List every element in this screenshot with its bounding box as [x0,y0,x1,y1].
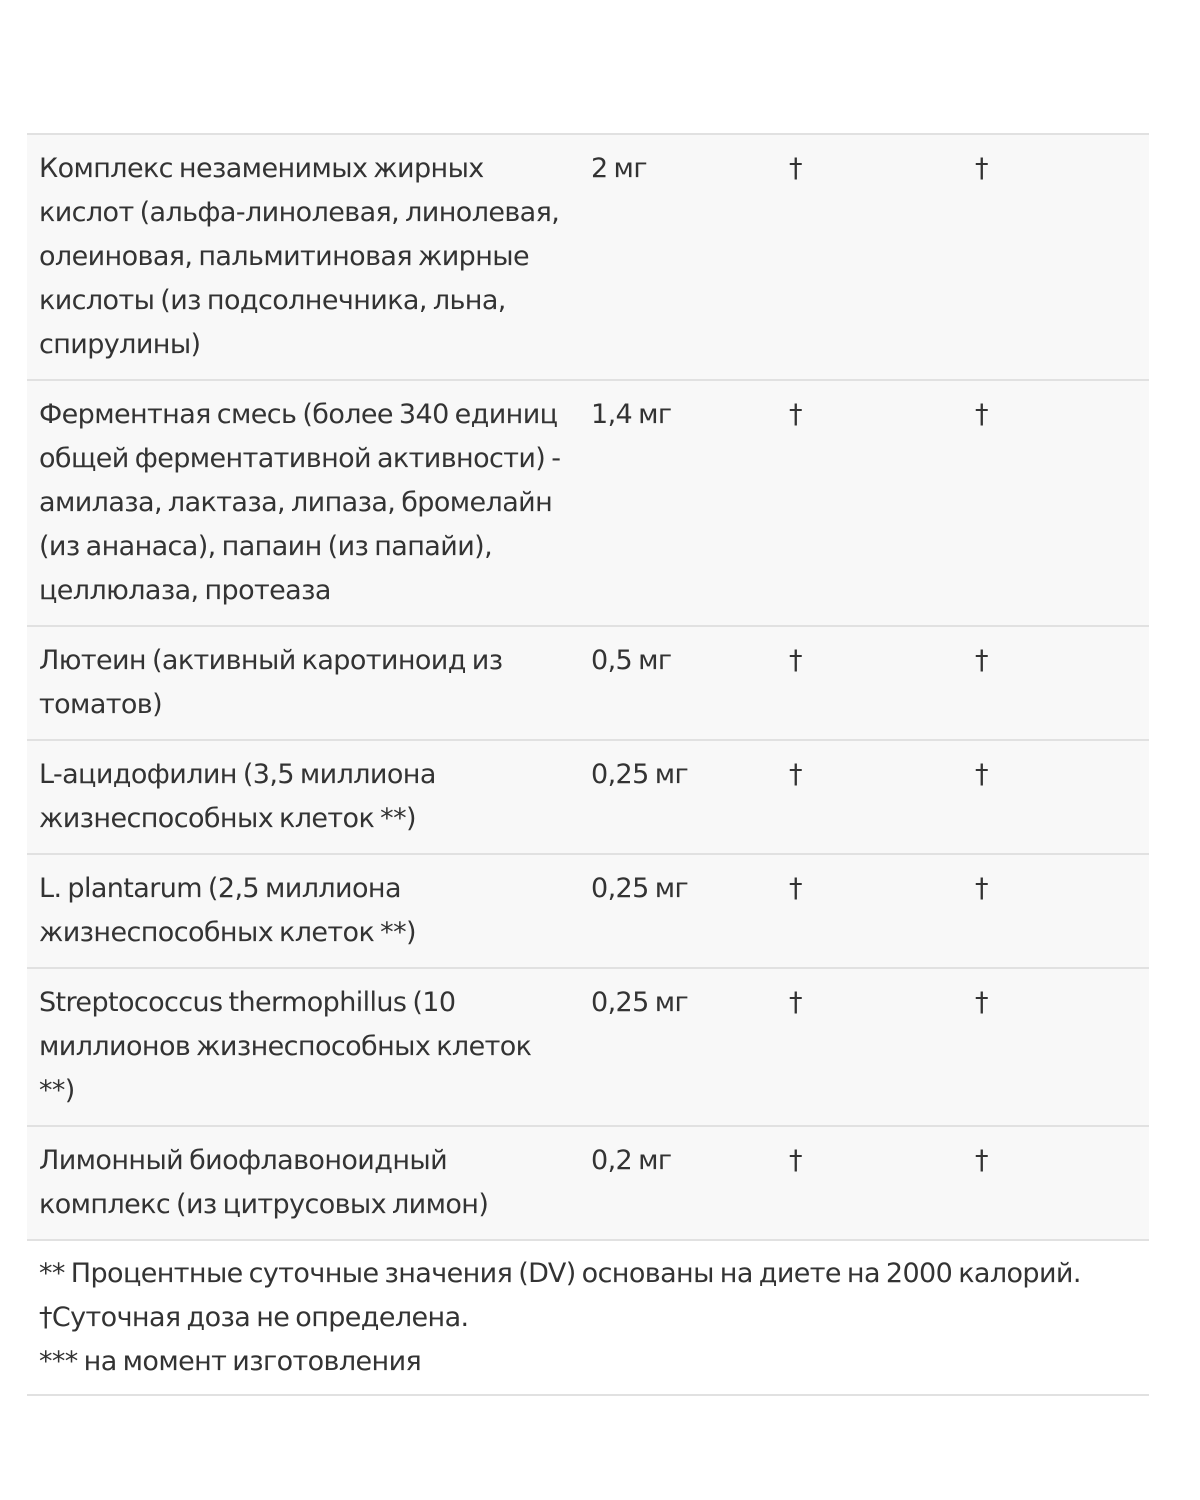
daily-value-2: † [975,968,1149,1126]
table-row [27,1126,1149,1240]
daily-value: † [789,1126,975,1240]
footnote-dv-basis: ** Процентные суточные значения (DV) основаны на диете на 2000 калорий. [39,1258,1081,1289]
footnotes-row [27,1240,1149,1395]
table-row [27,854,1149,968]
daily-value-2: † [975,626,1149,740]
daily-value-2: † [975,854,1149,968]
daily-value-2: † [975,380,1149,626]
ingredient-amount: 0,5 мг [591,626,789,740]
footnotes [27,1240,1149,1395]
daily-value-2: † [975,134,1149,380]
daily-value: † [789,626,975,740]
ingredient-amount: 0,25 мг [591,854,789,968]
table-row [27,626,1149,740]
ingredient-amount: 0,2 мг [591,1126,789,1240]
table-row [27,740,1149,854]
footnote-at-manufacture: *** на момент изготовления [39,1346,422,1377]
ingredient-amount: 0,25 мг [591,740,789,854]
daily-value-2: † [975,740,1149,854]
daily-value: † [789,134,975,380]
ingredient-name: Комплекс незаменимых жирных кислот (альфа-линолевая, линолевая, олеиновая, пальмитиновая жирные кислоты (из подсолнечника, льна, спирулины) [27,134,591,380]
daily-value: † [789,380,975,626]
ingredient-name: Лимонный биофлавоноидный комплекс (из цитрусовых лимон) [27,1126,591,1240]
daily-value: † [789,968,975,1126]
table-row [27,134,1149,380]
table-row [27,380,1149,626]
ingredient-amount: 1,4 мг [591,380,789,626]
ingredient-name: Лютеин (активный каротиноид из томатов) [27,626,591,740]
ingredient-name: Ферментная смесь (более 340 единиц общей ферментативной активности) - амилаза, лактаза, липаза, бромелайн (из ананаса), папаин (из папайи), целлюлаза, протеаза [27,380,591,626]
supplement-facts-table [27,133,1149,1396]
table-row [27,968,1149,1126]
daily-value: † [789,740,975,854]
footnote-dv-not-established: †Суточная доза не определена. [39,1302,469,1333]
ingredient-amount: 2 мг [591,134,789,380]
ingredient-name: Streptococcus thermophillus (10 миллионов жизнеспособных клеток **) [27,968,591,1126]
daily-value-2: † [975,1126,1149,1240]
ingredient-name: L-ацидофилин (3,5 миллиона жизнеспособных клеток **) [27,740,591,854]
ingredient-name: L. plantarum (2,5 миллиона жизнеспособных клеток **) [27,854,591,968]
ingredient-amount: 0,25 мг [591,968,789,1126]
supplement-facts-table-container [27,133,1149,1396]
daily-value: † [789,854,975,968]
